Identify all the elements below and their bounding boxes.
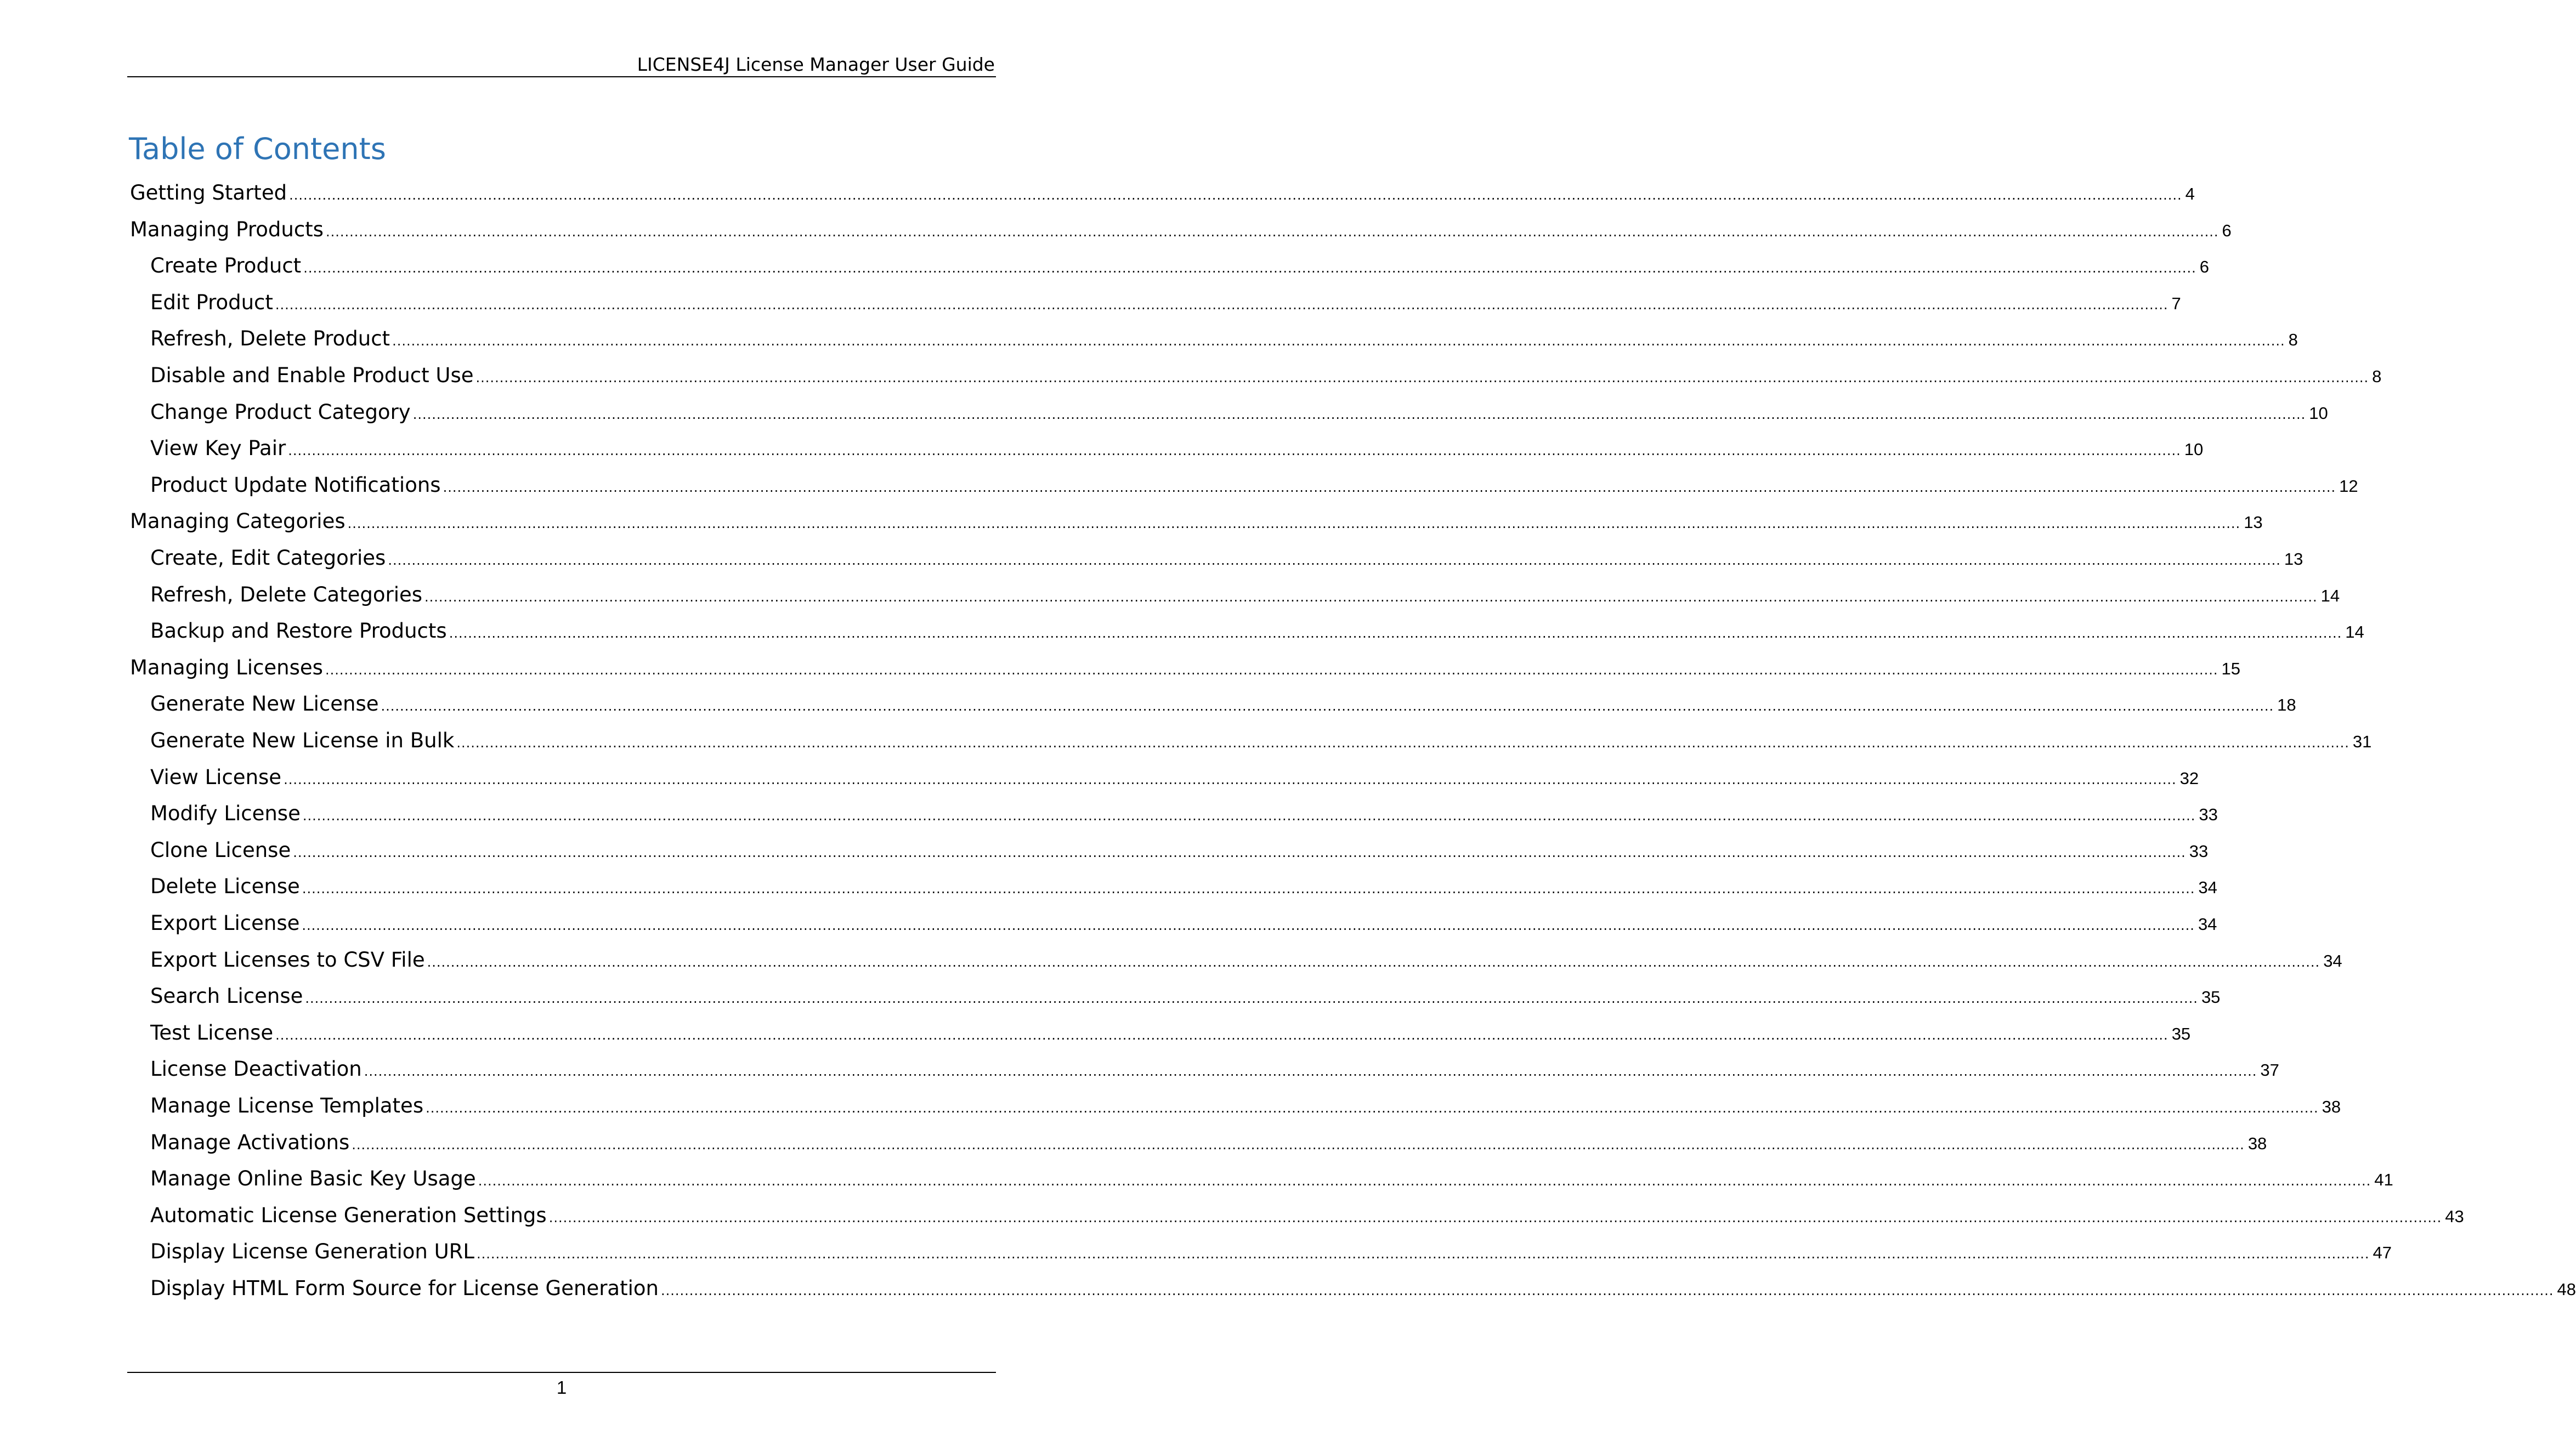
toc-entry-label: Generate New License: [150, 692, 379, 716]
toc-entry[interactable]: [150, 907, 2217, 940]
toc-entry-page-number: 35: [2171, 1024, 2191, 1043]
toc-entry-page-number: 8: [2372, 367, 2382, 386]
toc-entry-label: Getting Started: [130, 181, 287, 205]
toc-entry-label: Managing Products: [130, 218, 324, 241]
toc-dot-leader: ................................................................................................................................................................................................................................................................................................................................................................................................................: [325, 224, 2219, 240]
toc-dot-leader: ................................................................................................................................................................................................................................................................................................................................................................................................................: [392, 333, 2285, 349]
toc-dot-leader: ................................................................................................................................................................................................................................................................................................................................................................................................................: [475, 370, 2369, 385]
toc-dot-leader: ................................................................................................................................................................................................................................................................................................................................................................................................................: [302, 881, 2195, 896]
toc-dot-leader: ................................................................................................................................................................................................................................................................................................................................................................................................................: [305, 991, 2198, 1006]
toc-dot-leader: ................................................................................................................................................................................................................................................................................................................................................................................................................: [275, 1028, 2169, 1043]
toc-entry[interactable]: [150, 432, 2204, 465]
toc-entry-page-number: 8: [2288, 330, 2298, 349]
toc-entry-label: Refresh, Delete Product: [150, 327, 390, 350]
toc-entry-page-number: 15: [2221, 659, 2240, 678]
toc-dot-leader: ................................................................................................................................................................................................................................................................................................................................................................................................................: [289, 188, 2182, 203]
toc-entry-page-number: 32: [2179, 769, 2199, 788]
toc-entry[interactable]: [150, 834, 2209, 867]
toc-entry[interactable]: [150, 761, 2199, 794]
toc-dot-leader: ................................................................................................................................................................................................................................................................................................................................................................................................................: [388, 553, 2281, 568]
toc-entry[interactable]: [130, 213, 2232, 246]
toc-entry-label: View Key Pair: [150, 436, 286, 460]
toc-entry-page-number: 12: [2339, 476, 2358, 496]
toc-entry-page-number: 34: [2198, 878, 2217, 897]
toc-dot-leader: ................................................................................................................................................................................................................................................................................................................................................................................................................: [364, 1064, 2257, 1079]
toc-entry-page-number: 31: [2352, 732, 2372, 751]
toc-entry-page-number: 6: [2199, 257, 2209, 276]
toc-entry[interactable]: [150, 249, 2209, 282]
running-header: LICENSE4J License Manager User Guide: [637, 54, 995, 75]
toc-entry-page-number: 4: [2185, 184, 2195, 203]
toc-dot-leader: ................................................................................................................................................................................................................................................................................................................................................................................................................: [303, 260, 2196, 276]
toc-dot-leader: ................................................................................................................................................................................................................................................................................................................................................................................................................: [478, 1173, 2371, 1189]
toc-entry[interactable]: [150, 1162, 2393, 1195]
toc-dot-leader: ................................................................................................................................................................................................................................................................................................................................................................................................................: [424, 589, 2318, 605]
toc-entry-page-number: 13: [2284, 549, 2303, 569]
toc-entry[interactable]: [150, 1053, 2279, 1086]
toc-dot-leader: ................................................................................................................................................................................................................................................................................................................................................................................................................: [302, 808, 2196, 824]
footer-divider: [127, 1372, 996, 1373]
toc-entry-label: Create, Edit Categories: [150, 546, 386, 570]
toc-entry[interactable]: [150, 359, 2382, 392]
toc-entry-page-number: 34: [2323, 951, 2342, 970]
toc-entry-label: Edit Product: [150, 291, 273, 314]
toc-dot-leader: ................................................................................................................................................................................................................................................................................................................................................................................................................: [548, 1210, 2442, 1225]
toc-dot-leader: ................................................................................................................................................................................................................................................................................................................................................................................................................: [660, 1283, 2554, 1298]
toc-entry[interactable]: [150, 396, 2328, 429]
toc-dot-leader: ................................................................................................................................................................................................................................................................................................................................................................................................................: [449, 626, 2342, 641]
header-divider: [127, 76, 996, 77]
toc-entry-page-number: 7: [2171, 294, 2181, 313]
toc-entry[interactable]: [150, 1235, 2392, 1268]
toc-entry-label: Disable and Enable Product Use: [150, 364, 474, 387]
toc-entry-page-number: 10: [2309, 404, 2328, 423]
toc-entry-label: Create Product: [150, 254, 302, 277]
toc-entry-page-number: 38: [2247, 1134, 2267, 1153]
toc-entry[interactable]: [130, 651, 2240, 684]
toc-dot-leader: ................................................................................................................................................................................................................................................................................................................................................................................................................: [443, 480, 2336, 495]
toc-entry-label: Display License Generation URL: [150, 1240, 474, 1263]
toc-entry-label: Export License: [150, 911, 300, 935]
toc-entry-page-number: 33: [2199, 805, 2218, 824]
toc-entry-label: Export Licenses to CSV File: [150, 948, 425, 972]
toc-entry-page-number: 37: [2260, 1060, 2279, 1080]
toc-entry-label: Delete License: [150, 875, 300, 898]
toc-dot-leader: ................................................................................................................................................................................................................................................................................................................................................................................................................: [427, 955, 2320, 970]
toc-entry-page-number: 35: [2201, 987, 2221, 1007]
toc-entry-label: Clone License: [150, 838, 291, 862]
toc-entry[interactable]: [150, 322, 2298, 355]
toc-entry[interactable]: [150, 688, 2296, 720]
toc-entry-label: Manage Activations: [150, 1131, 350, 1154]
toc-entry[interactable]: [150, 1017, 2191, 1049]
toc-dot-leader: ................................................................................................................................................................................................................................................................................................................................................................................................................: [302, 918, 2195, 933]
toc-entry-page-number: 38: [2322, 1097, 2341, 1116]
toc-entry-label: Generate New License in Bulk: [150, 729, 455, 752]
toc-entry[interactable]: [150, 286, 2181, 319]
toc-entry[interactable]: [150, 944, 2342, 977]
toc-entry[interactable]: [150, 615, 2364, 648]
toc-entry-label: Automatic License Generation Settings: [150, 1204, 547, 1227]
toc-entry[interactable]: [150, 578, 2340, 611]
page-number: 1: [556, 1377, 567, 1398]
toc-dot-leader: ................................................................................................................................................................................................................................................................................................................................................................................................................: [293, 845, 2186, 860]
toc-dot-leader: ................................................................................................................................................................................................................................................................................................................................................................................................................: [275, 297, 2169, 313]
toc-entry-page-number: 33: [2189, 842, 2209, 861]
toc-entry-page-number: 10: [2184, 440, 2204, 459]
toc-dot-leader: ................................................................................................................................................................................................................................................................................................................................................................................................................: [476, 1246, 2370, 1262]
toc-dot-leader: ................................................................................................................................................................................................................................................................................................................................................................................................................: [325, 662, 2218, 678]
toc-entry[interactable]: [150, 980, 2221, 1013]
toc-entry-label: Managing Categories: [130, 509, 346, 533]
toc-entry-label: Display HTML Form Source for License Generation: [150, 1276, 659, 1300]
toc-entry-label: Refresh, Delete Categories: [150, 583, 423, 606]
toc-entry-label: Backup and Restore Products: [150, 619, 447, 643]
toc-entry[interactable]: [150, 469, 2358, 502]
toc-entry-page-number: 18: [2277, 695, 2296, 714]
toc-entry-page-number: 13: [2244, 513, 2263, 532]
toc-entry-label: Modify License: [150, 802, 301, 825]
page-title: Table of Contents: [129, 132, 386, 166]
toc-entry-label: Managing Licenses: [130, 656, 323, 679]
toc-entry[interactable]: [150, 797, 2218, 830]
toc-entry-label: Product Update Notifications: [150, 473, 441, 497]
toc-dot-leader: ................................................................................................................................................................................................................................................................................................................................................................................................................: [456, 735, 2349, 751]
toc-entry-page-number: 47: [2373, 1243, 2392, 1262]
toc-entry-page-number: 43: [2445, 1207, 2464, 1226]
toc-entry-label: Search License: [150, 984, 303, 1008]
toc-entry-label: License Deactivation: [150, 1057, 362, 1081]
toc-entry[interactable]: [150, 870, 2217, 903]
toc-entry[interactable]: [150, 542, 2303, 575]
toc-entry-label: Manage License Templates: [150, 1094, 424, 1117]
toc-dot-leader: ................................................................................................................................................................................................................................................................................................................................................................................................................: [412, 407, 2306, 422]
toc-entry-page-number: 48: [2557, 1280, 2576, 1299]
toc-entry[interactable]: [130, 177, 2195, 209]
toc-entry[interactable]: [150, 1272, 2576, 1305]
toc-entry[interactable]: [150, 1126, 2267, 1159]
toc-entry-page-number: 6: [2222, 221, 2232, 240]
toc-dot-leader: ................................................................................................................................................................................................................................................................................................................................................................................................................: [288, 443, 2181, 458]
toc-entry[interactable]: [150, 1089, 2341, 1122]
toc-dot-leader: ................................................................................................................................................................................................................................................................................................................................................................................................................: [284, 772, 2177, 787]
toc-dot-leader: ................................................................................................................................................................................................................................................................................................................................................................................................................: [352, 1137, 2245, 1153]
toc-entry[interactable]: [150, 1199, 2464, 1232]
toc-entry-label: Change Product Category: [150, 400, 411, 424]
toc-entry-page-number: 34: [2198, 915, 2217, 934]
toc-entry-label: View License: [150, 765, 282, 789]
toc-dot-leader: ................................................................................................................................................................................................................................................................................................................................................................................................................: [347, 516, 2241, 531]
toc-entry-page-number: 41: [2374, 1170, 2393, 1189]
toc-entry-label: Test License: [150, 1021, 274, 1045]
toc-entry[interactable]: [130, 505, 2263, 538]
toc-entry-label: Manage Online Basic Key Usage: [150, 1167, 476, 1190]
toc-entry-page-number: 14: [2320, 586, 2340, 605]
toc-entry[interactable]: [150, 724, 2372, 757]
toc-entry-page-number: 14: [2345, 622, 2364, 642]
toc-dot-leader: ................................................................................................................................................................................................................................................................................................................................................................................................................: [381, 699, 2274, 714]
toc-dot-leader: ................................................................................................................................................................................................................................................................................................................................................................................................................: [426, 1100, 2319, 1116]
